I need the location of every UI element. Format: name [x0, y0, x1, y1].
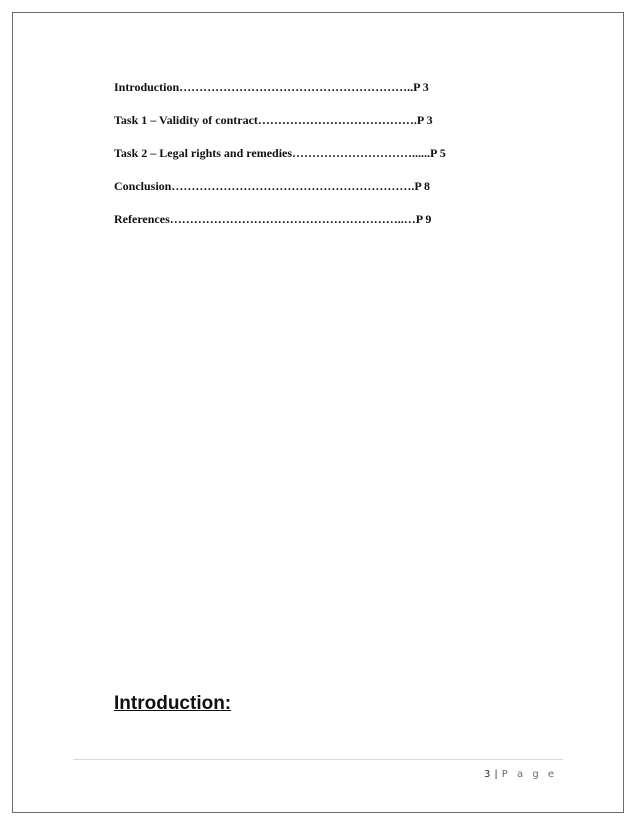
- toc-entry-introduction: Introduction…………………………………………………..P 3: [114, 80, 429, 94]
- page-footer: [484, 769, 557, 780]
- page-label: P a g e: [501, 769, 557, 780]
- toc-entry-task-2: Task 2 – Legal rights and remedies…………………………......P 5: [114, 146, 446, 160]
- table-of-contents: [114, 80, 514, 245]
- toc-entry-references: References…………………………………………………..…P 9: [114, 212, 432, 226]
- section-heading-introduction: Introduction:: [114, 693, 232, 714]
- page-number: 3: [484, 769, 491, 780]
- footer-separator: |: [494, 769, 498, 780]
- toc-entry-task-1: Task 1 – Validity of contract………………………………….P 3: [114, 113, 433, 127]
- document-page: [12, 12, 624, 813]
- toc-entry-conclusion: Conclusion…………………………………………………….P 8: [114, 179, 431, 193]
- footer-divider: [73, 759, 563, 760]
